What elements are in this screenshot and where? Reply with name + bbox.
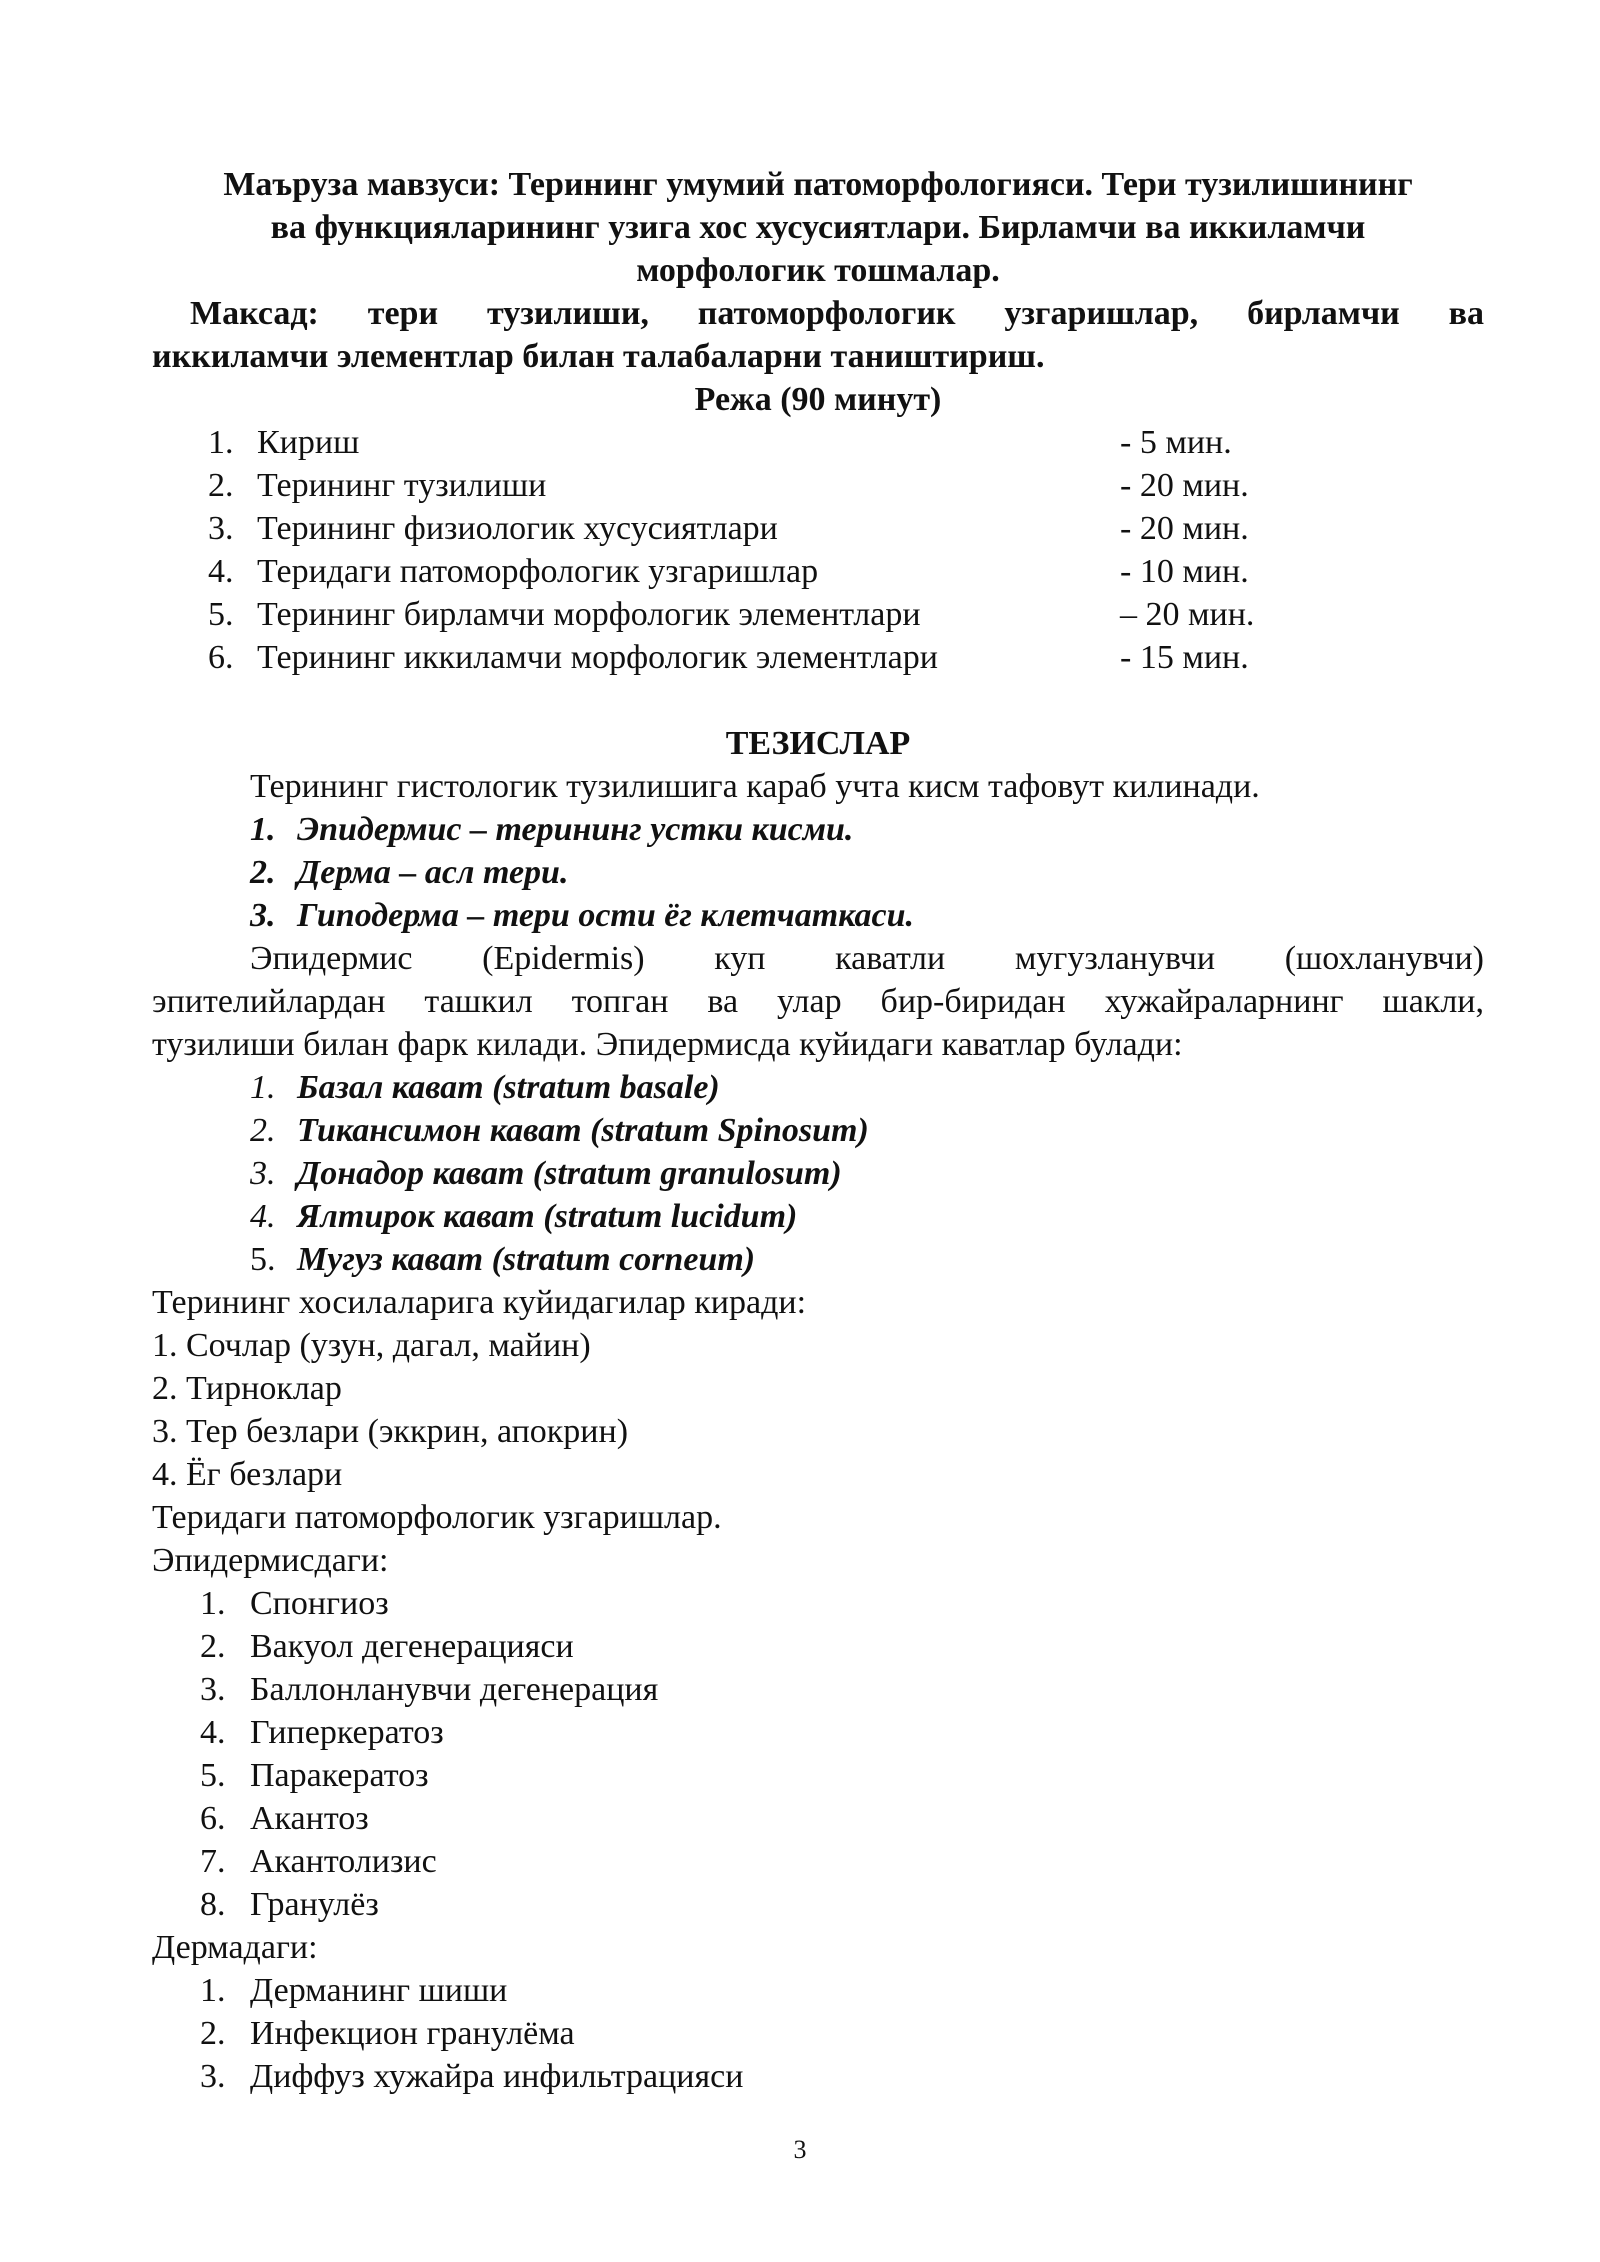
layer-number: 3. [250,1155,276,1192]
skin-part-text: Эпидермис – терининг устки кисми. [297,811,854,848]
epidermal-change-text: Гиперкератоз [250,1714,444,1751]
skin-part-text: Дерма – асл тери. [297,854,569,891]
layer-number: 5. [250,1241,276,1278]
epidermal-change-number: 3. [200,1671,226,1708]
layer-text: Ялтирок кават (stratum lucidum) [297,1198,798,1235]
epidermis-paragraph-line-1: Эпидермис (Epidermis) куп каватли мугузланувчи (шохланувчи) [250,940,1484,977]
epidermal-change-text: Акантоз [250,1800,369,1837]
plan-item-time: - 20 мин. [1120,467,1249,504]
dermal-change-text: Диффуз хужайра инфильтрацияси [250,2058,744,2095]
lecture-title-line-3: морфологик тошмалар. [636,252,1000,289]
plan-item-label: Терининг бирламчи морфологик элементлари [257,596,921,633]
epidermis-paragraph-line-3: тузилиши билан фарк килади. Эпидермисда куйидаги каватлар булади: [152,1026,1183,1063]
derivative-item: 4. Ёг безлари [152,1456,343,1493]
layer-number: 1. [250,1069,276,1106]
epidermal-change-text: Баллонланувчи дегенерация [250,1671,659,1708]
epidermal-change-number: 7. [200,1843,226,1880]
epidermal-change-number: 6. [200,1800,226,1837]
lecture-title-line-1: Маъруза мавзуси: Терининг умумий патоморфологияси. Тери тузилишининг [223,166,1413,203]
epidermis-paragraph-line-2: эпителийлардан ташкил топган ва улар бир-биридан хужайраларнинг шакли, [152,983,1484,1020]
epidermal-change-number: 5. [200,1757,226,1794]
epidermal-change-number: 2. [200,1628,226,1665]
theses-intro: Терининг гистологик тузилишига караб учта кисм тафовут килинади. [250,768,1260,805]
dermal-change-number: 3. [200,2058,226,2095]
plan-item-number: 4. [208,553,234,590]
epidermal-change-number: 1. [200,1585,226,1622]
epidermal-change-number: 4. [200,1714,226,1751]
dermal-changes-title: Дермадаги: [152,1929,318,1966]
epidermal-change-text: Спонгиоз [250,1585,389,1622]
plan-item-number: 2. [208,467,234,504]
plan-item-label: Терининг физиологик хусусиятлари [257,510,778,547]
skin-part-number: 1. [250,811,276,848]
plan-title: Режа (90 минут) [694,381,942,418]
derivative-item: 3. Тер безлари (эккрин, апокрин) [152,1413,629,1450]
skin-part-number: 2. [250,854,276,891]
plan-item-number: 1. [208,424,234,461]
plan-item-number: 6. [208,639,234,676]
dermal-change-text: Инфекцион гранулёма [250,2015,575,2052]
layer-text: Тикансимон кават (stratum Spinosum) [297,1112,869,1149]
epidermal-change-text: Вакуол дегенерацияси [250,1628,574,1665]
plan-item-time: - 5 мин. [1120,424,1232,461]
goal-line-2: иккиламчи элементлар билан талабаларни таништириш. [152,338,1045,375]
plan-item-label: Терининг тузилиши [257,467,547,504]
page-number: 3 [793,2135,807,2164]
plan-item-number: 5. [208,596,234,633]
plan-item-time: – 20 мин. [1120,596,1255,633]
plan-item-time: - 20 мин. [1120,510,1249,547]
dermal-change-number: 1. [200,1972,226,2009]
epidermal-change-text: Акантолизис [250,1843,437,1880]
changes-title: Теридаги патоморфологик узгаришлар. [152,1499,722,1536]
layer-number: 4. [250,1198,276,1235]
theses-heading: ТЕЗИСЛАР [725,725,911,762]
epidermal-change-text: Паракератоз [250,1757,429,1794]
skin-part-text: Гиподерма – тери ости ёг клетчаткаси. [297,897,915,934]
plan-item-time: - 15 мин. [1120,639,1249,676]
plan-item-number: 3. [208,510,234,547]
dermal-change-number: 2. [200,2015,226,2052]
plan-item-label: Кириш [257,424,360,461]
layer-number: 2. [250,1112,276,1149]
plan-item-label: Терининг иккиламчи морфологик элементлари [257,639,938,676]
derivative-item: 1. Сочлар (узун, дагал, майин) [152,1327,591,1364]
layer-text: Базал кават (stratum basale) [297,1069,720,1106]
plan-item-label: Теридаги патоморфологик узгаришлар [257,553,819,590]
dermal-change-text: Дерманинг шиши [250,1972,508,2009]
goal-line-1: Максад: тери тузилиши, патоморфологик узгаришлар, бирламчи ва [190,295,1484,332]
derivative-item: 2. Тирноклар [152,1370,342,1407]
layer-text: Мугуз кават (stratum corneum) [297,1241,756,1278]
epidermal-change-number: 8. [200,1886,226,1923]
epidermal-change-text: Гранулёз [250,1886,379,1923]
plan-item-time: - 10 мин. [1120,553,1249,590]
layer-text: Донадор кават (stratum granulosum) [297,1155,842,1192]
derivatives-intro: Терининг хосилаларига куйидагилар киради: [152,1284,807,1321]
skin-part-number: 3. [250,897,276,934]
epidermal-changes-title: Эпидермисдаги: [152,1542,389,1579]
lecture-title-line-2: ва функцияларининг узига хос хусусиятлари. Бирламчи ва иккиламчи [270,209,1366,246]
